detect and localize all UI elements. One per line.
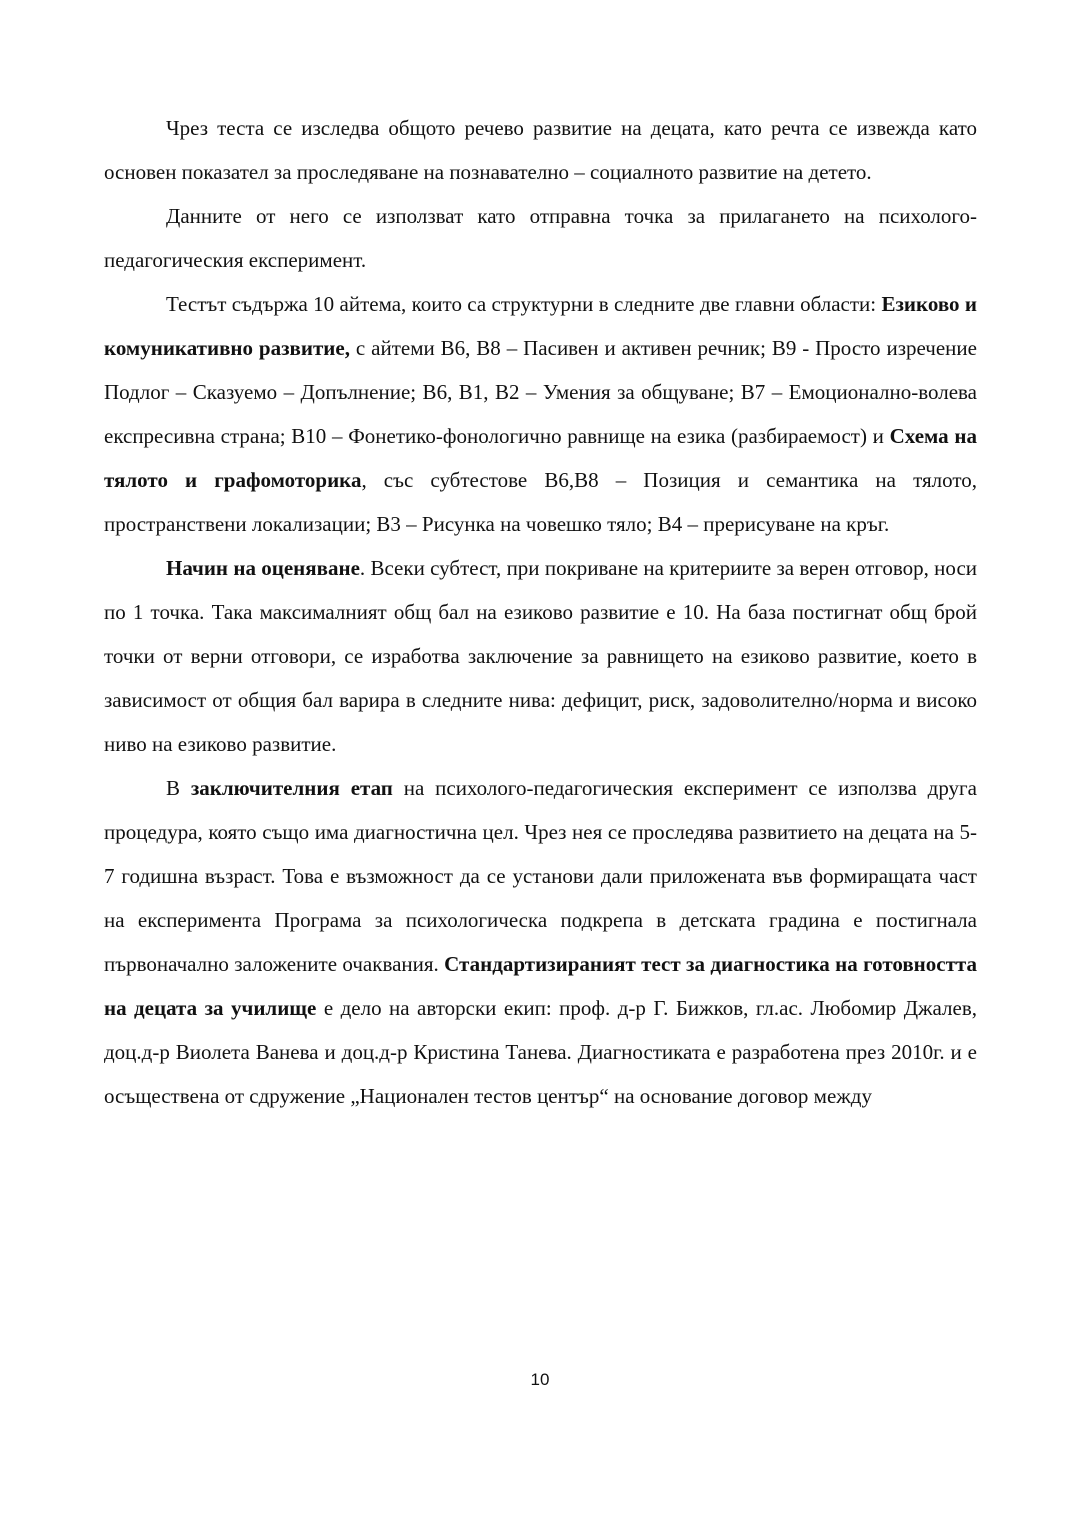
text-run: Данните от него се използват като отправна точка за прилагането на психолого-педагогическия експеримент. — [104, 204, 977, 272]
page-body — [104, 106, 977, 1118]
paragraph — [104, 106, 977, 194]
paragraph — [104, 546, 977, 766]
bold-text-run: Езиково и комуникативно развитие, — [104, 292, 977, 360]
text-run: , със субтестове В6,В8 – Позиция и семантика на тялото, пространствени локализации; В3 – Рисунка на човешко тяло; В4 – прерисуване на кръг. — [104, 468, 977, 536]
text-run: Чрез теста се изследва общото речево развитие на децата, като речта се извежда като основен показател за проследяване на познавателно – социалното развитие на детето. — [104, 116, 977, 184]
bold-text-run: заключителния етап — [190, 776, 393, 800]
text-run: Тестът съдържа 10 айтема, които са структурни в следните две главни области: — [166, 292, 882, 316]
text-run: на психолого-педагогическия експеримент се използва друга процедура, която също има диагностична цел. Чрез нея се проследява развитието на децата на 5-7 годишна възраст. Това е възможност да се установи дали приложената във формиращата част на експеримента Програма за психологическа подкрепа в детската градина е постигнала първоначално заложените очаквания. — [104, 776, 977, 976]
bold-text-run: Схема на тялото и графомоторика — [104, 424, 977, 492]
bold-text-run: Начин на оценяване — [166, 556, 360, 580]
paragraph — [104, 194, 977, 282]
paragraph — [104, 282, 977, 546]
text-run: . Всеки субтест, при покриване на критериите за верен отговор, носи по 1 точка. Така максималният общ бал на езиково развитие е 10. На база постигнат общ брой точки от верни отговори, се изработва заключение за равнището на езиково развитие, което в зависимост от общия бал варира в следните нива: дефицит, риск, задоволително/норма и високо ниво на езиково развитие. — [104, 556, 977, 756]
text-run: е дело на авторски екип: проф. д-р Г. Бижков, гл.ас. Любомир Джалев, доц.д-р Виолета Ванева и доц.д-р Кристина Танева. Диагностиката е разработена през 2010г. и е осъществена от сдружение „Национален тестов център“ на основание договор между — [104, 996, 978, 1108]
bold-text-run: Стандартизираният тест за диагностика на готовността на децата за училище — [104, 952, 977, 1020]
text-run: с айтеми В6, В8 – Пасивен и активен речник; В9 - Просто изречение Подлог – Сказуемо – Допълнение; В6, В1, В2 – Умения за общуване; В7 – Емоционално-волева експресивна страна; В10 – Фонетико-фонологично равнище на езика (разбираемост) и — [104, 336, 977, 448]
page-number: 10 — [530, 1370, 550, 1389]
text-run: В — [166, 776, 191, 800]
paragraph — [104, 766, 977, 1118]
